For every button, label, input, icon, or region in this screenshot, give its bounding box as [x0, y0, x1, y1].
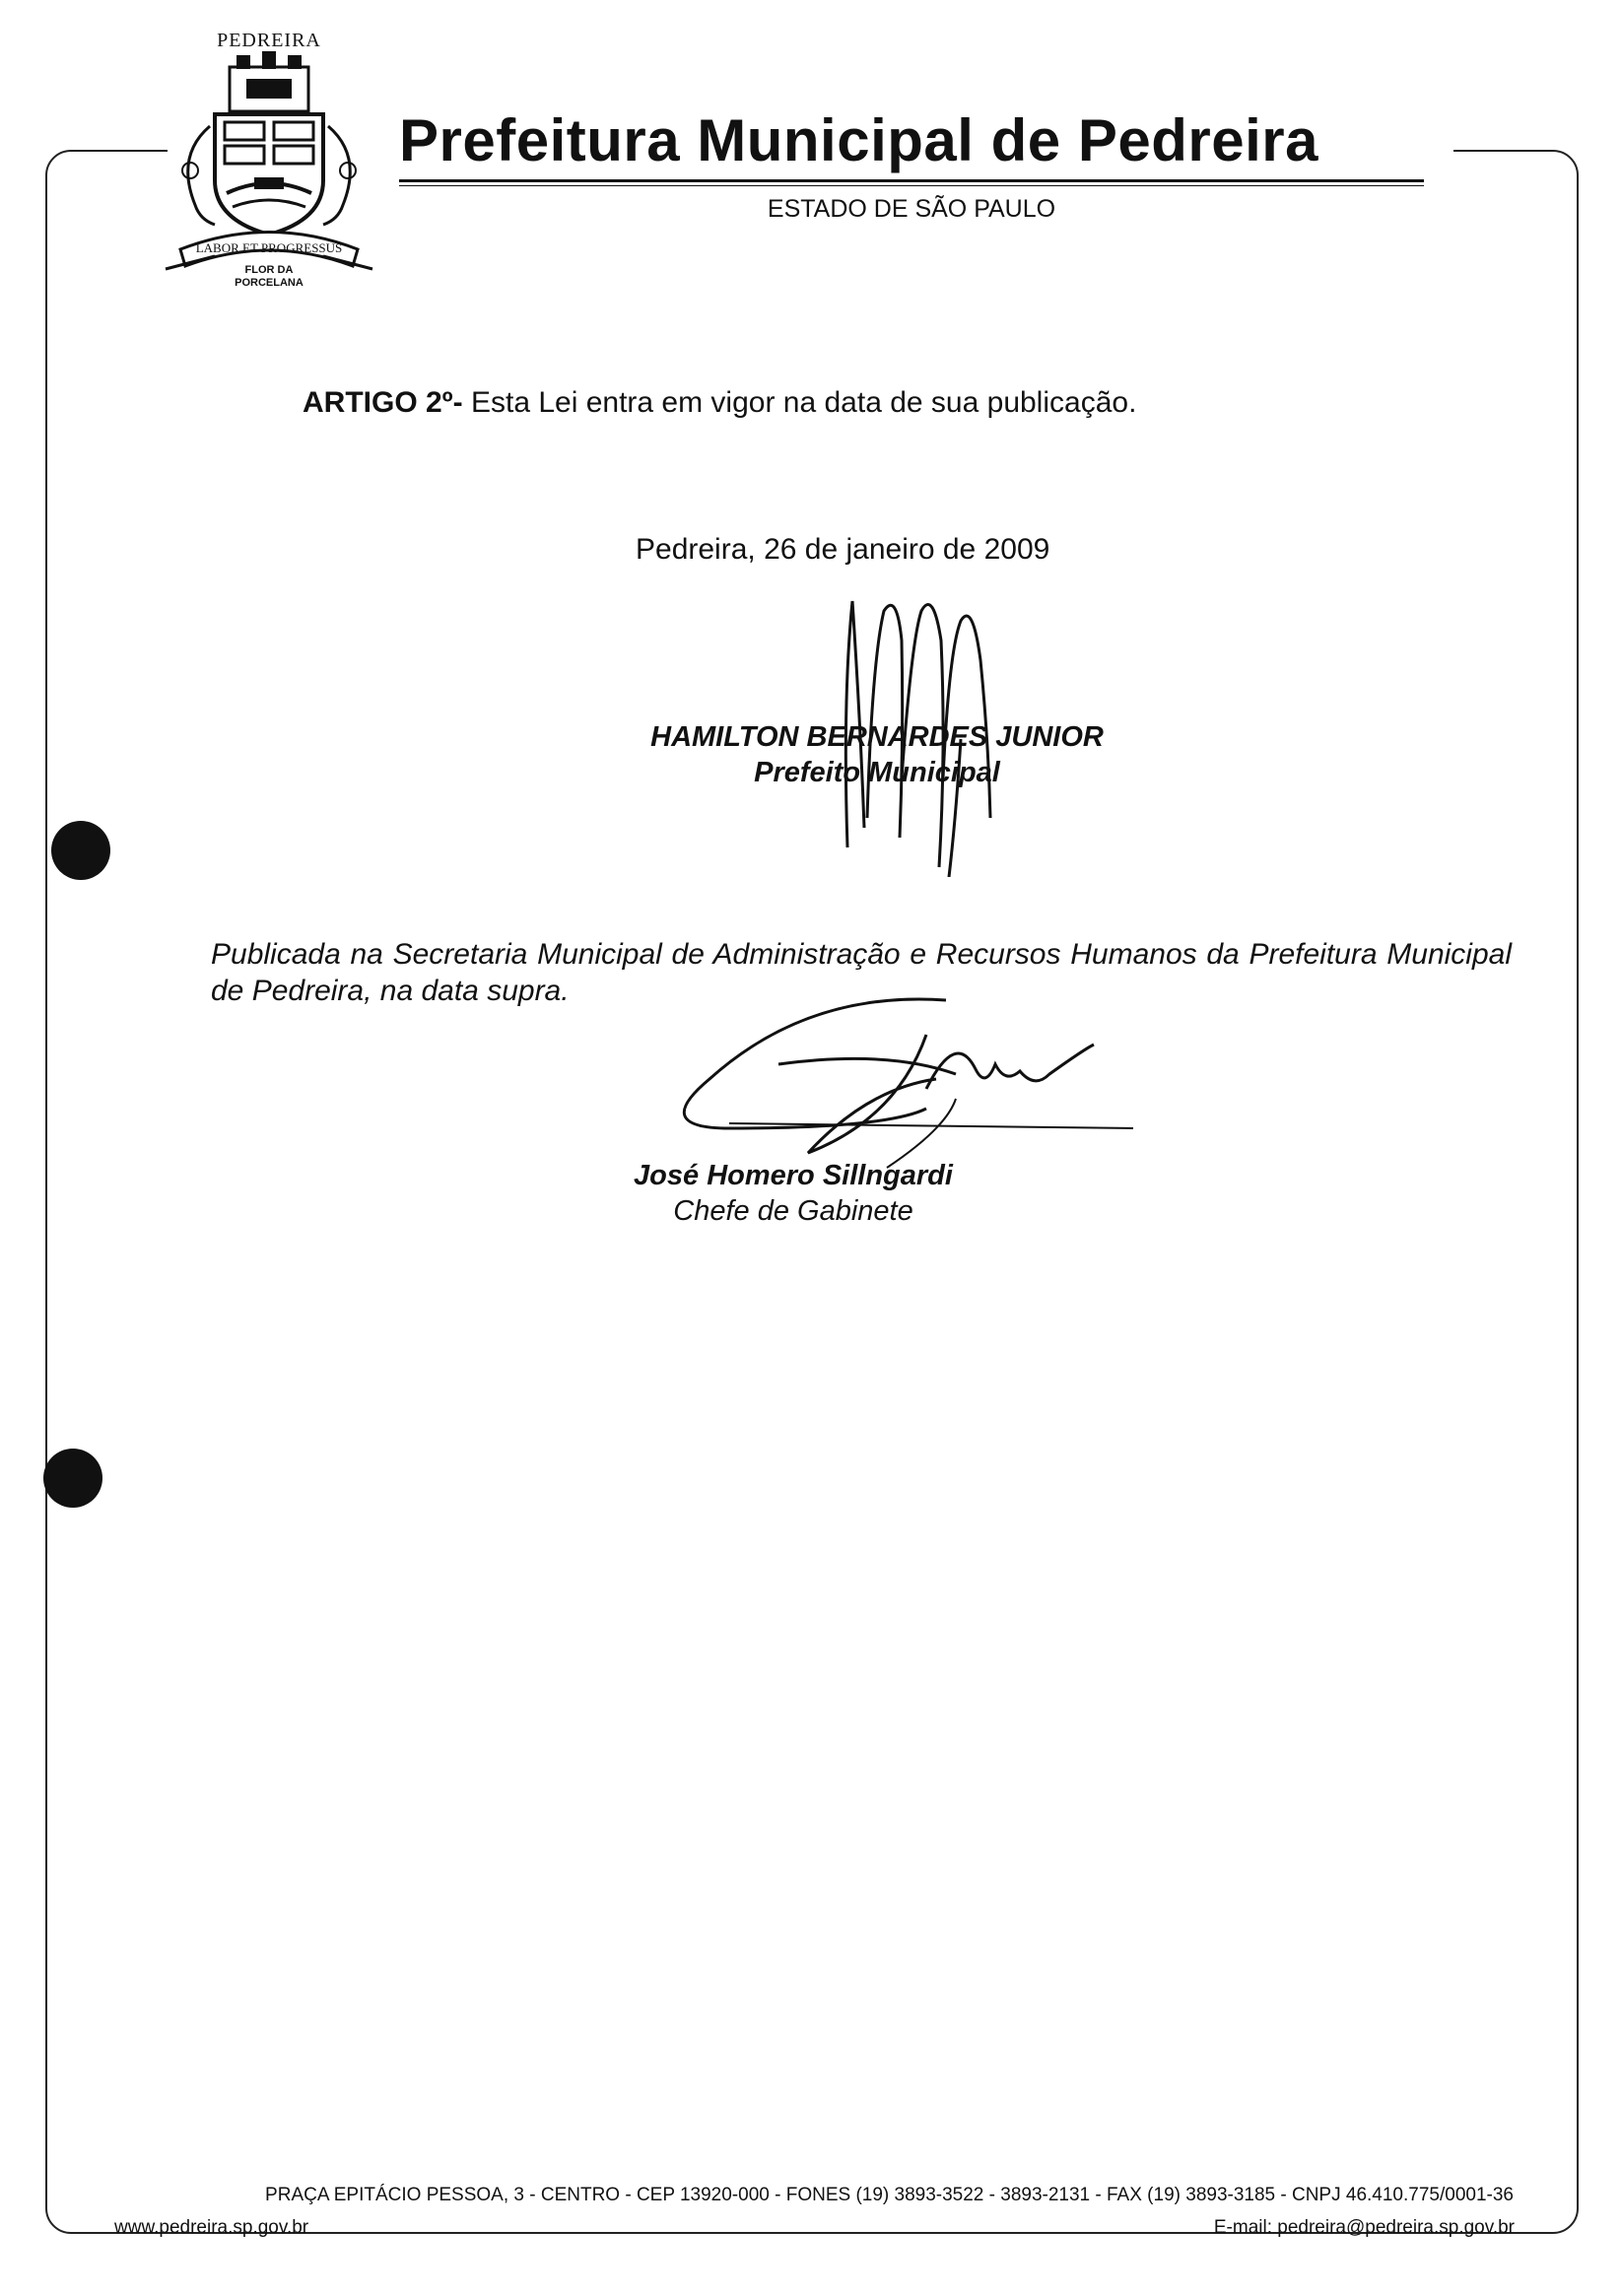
footer-website[interactable]: www.pedreira.sp.gov.br — [114, 2217, 309, 2238]
article-label: ARTIGO 2º- — [303, 386, 463, 419]
crest-bottom-line1: FLOR DA — [244, 264, 294, 276]
title-underline-thin — [399, 185, 1424, 186]
crest-bottom-line2: PORCELANA — [235, 277, 304, 289]
publication-note: Publicada na Secretaria Municipal de Administração e Recursos Humanos da Prefeitura Municipal de Pedreira, na data supra. — [211, 938, 1512, 1007]
municipal-crest — [156, 30, 382, 289]
signer-mayor-name: HAMILTON BERNARDES JUNIOR — [650, 721, 1104, 753]
state-subtitle: ESTADO DE SÃO PAULO — [767, 195, 1056, 223]
crest-emblem-icon — [156, 47, 382, 284]
date-line: Pedreira, 26 de janeiro de 2009 — [636, 533, 1050, 566]
signer-chief-name: José Homero Sillngardi — [634, 1160, 953, 1191]
punch-hole-top — [51, 821, 110, 880]
signer-chief-role: Chefe de Gabinete — [673, 1195, 913, 1227]
page-title: Prefeitura Municipal de Pedreira — [399, 107, 1318, 173]
footer-address: PRAÇA EPITÁCIO PESSOA, 3 - CENTRO - CEP 13920-000 - FONES (19) 3893-3522 - 3893-2131 - FAX (19) 3893-3185 - CNPJ 46.410.775/0001-36 — [265, 2185, 1514, 2205]
article-text: Esta Lei entra em vigor na data de sua publicação. — [462, 386, 1137, 419]
title-underline-thick — [399, 179, 1424, 182]
crest-bottom-text — [156, 264, 382, 290]
signer-chief — [532, 1158, 1054, 1229]
article-paragraph — [303, 386, 1136, 420]
punch-hole-bottom — [43, 1449, 102, 1508]
footer-email[interactable]: E-mail: pedreira@pedreira.sp.gov.br — [1213, 2217, 1515, 2238]
signer-mayor — [493, 719, 1261, 790]
crest-top-text: PEDREIRA — [217, 30, 321, 51]
crest-motto: LABOR ET PROGRESSUS — [195, 240, 343, 255]
chief-signature — [631, 980, 1163, 1178]
signer-mayor-role: Prefeito Municipal — [754, 757, 1000, 788]
